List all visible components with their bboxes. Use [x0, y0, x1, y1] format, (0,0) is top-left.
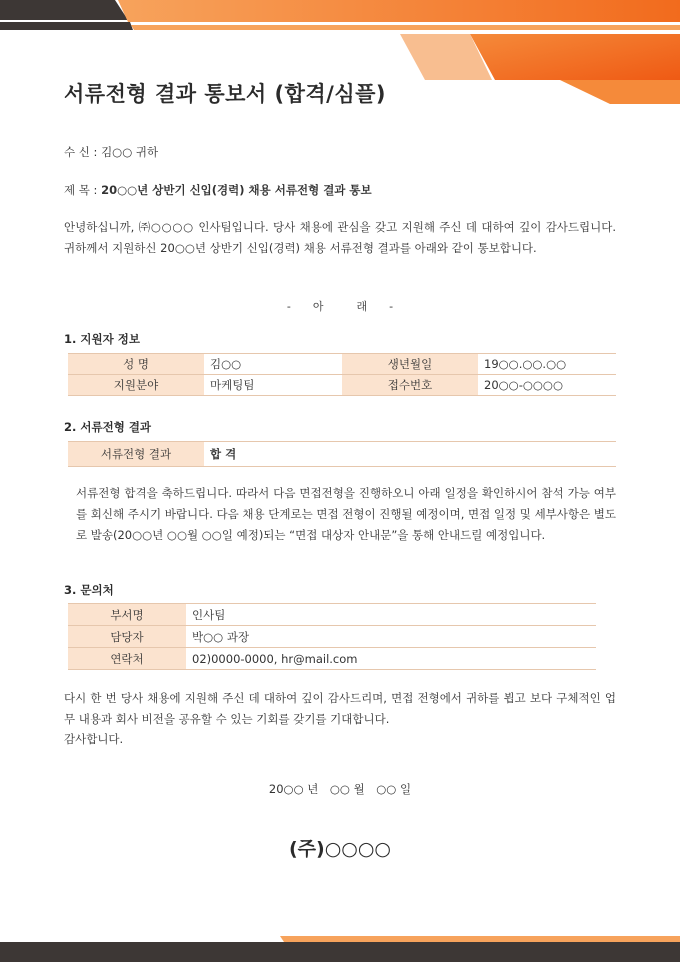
name-label: 성 명: [68, 354, 204, 375]
contact-table: [68, 603, 596, 670]
manager-value: 박○○ 과장: [186, 626, 596, 648]
intro-paragraph: 안녕하십니까, ㈜○○○○ 인사팀입니다. 당사 채용에 관심을 갖고 지원해 주신 데 대하여 깊이 감사드립니다. 귀하께서 지원하신 20○○년 상반기 신입(경력) 채용 서류전형 결과를 아래와 같이 통보합니다.: [64, 220, 616, 255]
table-row: [68, 604, 596, 626]
result-table: [68, 441, 616, 467]
field-value: 마케팅팀: [204, 375, 342, 396]
subject-value: 20○○년 상반기 신입(경력) 채용 서류전형 결과 통보: [101, 183, 372, 197]
name-value: 김○○: [204, 354, 342, 375]
company-name: (주)○○○○: [288, 838, 392, 860]
table-row: [68, 375, 616, 396]
recipient-label: 수 신 :: [64, 145, 98, 159]
receipt-value: 20○○-○○○○: [478, 375, 616, 396]
subject-line: [64, 182, 372, 198]
applicant-info-table: [68, 353, 616, 396]
table-row: [68, 648, 596, 670]
table-row: [68, 626, 596, 648]
receipt-label: 접수번호: [342, 375, 478, 396]
dept-label: 부서명: [68, 604, 186, 626]
section1-title: 1. 지원자 정보: [64, 332, 140, 346]
recipient-value: 김○○ 귀하: [101, 145, 159, 159]
document-date: 20○○ 년 ○○ 월 ○○ 일: [268, 782, 412, 796]
birthdate-label: 생년월일: [342, 354, 478, 375]
recipient-line: [64, 144, 158, 160]
subject-label: 제 목 :: [64, 183, 98, 197]
manager-label: 담당자: [68, 626, 186, 648]
table-row: [68, 442, 616, 467]
closing-paragraph: 다시 한 번 당사 채용에 지원해 주신 데 대하여 깊이 감사드리며, 면접 전형에서 귀하를 뵙고 보다 구체적인 업무 내용과 회사 비전을 공유할 수 있는 기회를 갖기를 기대합니다.: [64, 691, 616, 726]
thanks-text: 감사합니다.: [64, 732, 124, 746]
dept-value: 인사팀: [186, 604, 596, 626]
below-marker: - 아 래 -: [286, 300, 394, 313]
footer-decoration: [0, 932, 680, 962]
birthdate-value: 19○○.○○.○○: [478, 354, 616, 375]
result-label: 서류전형 결과: [68, 442, 204, 467]
section3-title: 3. 문의처: [64, 583, 114, 597]
table-row: [68, 354, 616, 375]
section2-title: 2. 서류전형 결과: [64, 420, 152, 434]
result-paragraph: 서류전형 합격을 축하드립니다. 따라서 다음 면접전형을 진행하오니 아래 일정을 확인하시어 참석 가능 여부를 회신해 주시기 바랍니다. 다음 채용 단계로는 면접 전형이 진행될 예정이며, 면접 일정 및 세부사항은 별도로 발송(20○○년 ○○월 ○○일 예정)되는 “면접 대상자 안내문”을 통해 안내드릴 예정입니다.: [76, 486, 616, 542]
result-value: 합 격: [204, 442, 616, 467]
document-title: 서류전형 결과 통보서 (합격/심플): [64, 82, 387, 106]
contact-value: 02)0000-0000, hr@mail.com: [186, 648, 596, 670]
contact-label: 연락처: [68, 648, 186, 670]
field-label: 지원분야: [68, 375, 204, 396]
